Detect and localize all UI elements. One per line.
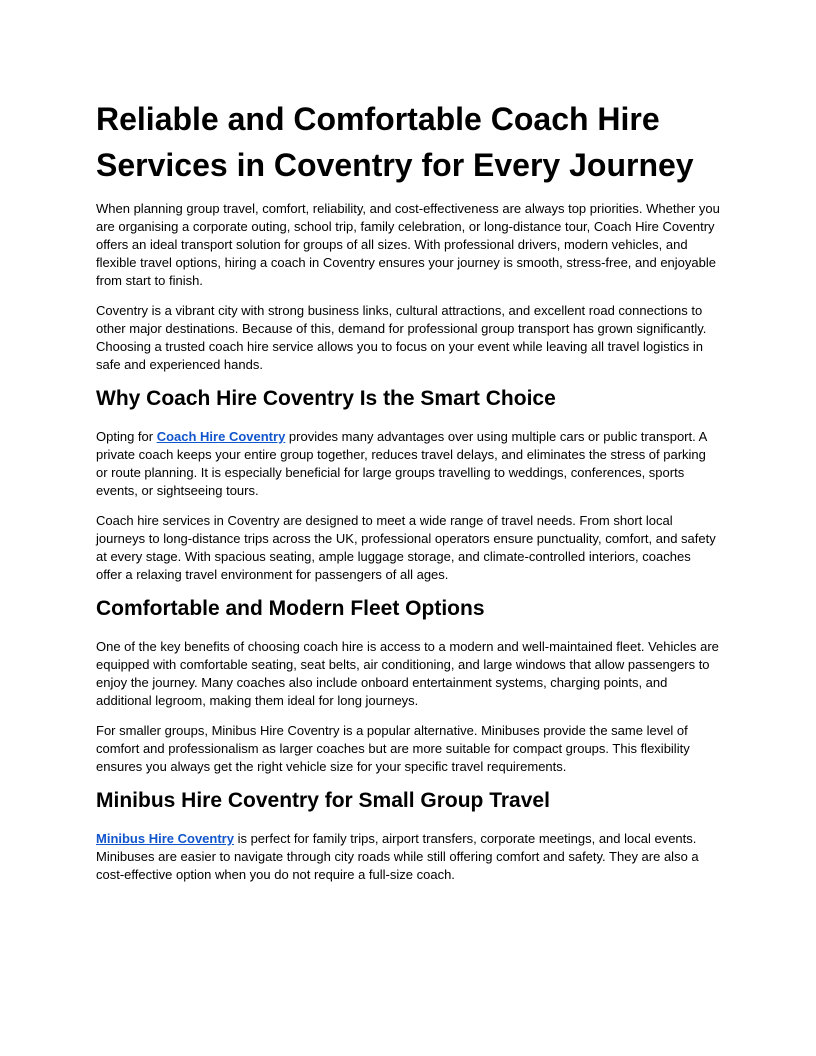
minibus-hire-coventry-link[interactable]: Minibus Hire Coventry (96, 831, 234, 846)
page-title: Reliable and Comfortable Coach Hire Services in Coventry for Every Journey (96, 101, 694, 183)
coach-hire-coventry-link[interactable]: Coach Hire Coventry (156, 429, 286, 444)
text-run: Opting for (96, 429, 157, 444)
intro-paragraph-2: Coventry is a vibrant city with strong business links, cultural attractions, and excellent road connections to other major destinations. Because of this, demand for professional group transport has grown significantly. Choosing a trusted coach hire service allows you to focus on your event while leaving all travel logistics in safe and experienced hands. (96, 303, 707, 372)
section-heading-fleet-options: Comfortable and Modern Fleet Options (96, 597, 485, 620)
minibus-paragraph-1 (96, 830, 720, 884)
fleet-paragraph-2: For smaller groups, Minibus Hire Coventry is a popular alternative. Minibuses provide the same level of comfort and professionalism as larger coaches but are more suitable for compact groups. This flexibility ensures you always get the right vehicle size for your specific travel requirements. (96, 723, 690, 774)
text-run: provides many advantages over using multiple cars or public transport. A private coach keeps your entire group together, reduces travel delays, and eliminates the stress of parking or route planning. It is especially beneficial for large groups travelling to weddings, conferences, sports events, or sightseeing tours. (96, 429, 707, 498)
intro-paragraph-1: When planning group travel, comfort, reliability, and cost-effectiveness are always top priorities. Whether you are organising a corporate outing, school trip, family celebration, or long-distance tour, Coach Hire Coventry offers an ideal transport solution for groups of all sizes. With professional drivers, modern vehicles, and flexible travel options, hiring a coach in Coventry ensures your journey is smooth, stress-free, and enjoyable from start to finish. (96, 201, 720, 288)
smart-choice-paragraph-1 (96, 428, 720, 500)
section-heading-minibus-hire: Minibus Hire Coventry for Small Group Travel (96, 789, 550, 812)
text-run: is perfect for family trips, airport transfers, corporate meetings, and local events. Minibuses are easier to navigate through city roads while still offering comfort and safety. They are also a cost-effective option when you do not require a full-size coach. (96, 831, 699, 882)
smart-choice-paragraph-2: Coach hire services in Coventry are designed to meet a wide range of travel needs. From short local journeys to long-distance trips across the UK, professional operators ensure punctuality, comfort, and safety at every stage. With spacious seating, ample luggage storage, and climate-controlled interiors, coaches offer a relaxing travel environment for passengers of all ages. (96, 513, 716, 582)
section-heading-smart-choice: Why Coach Hire Coventry Is the Smart Choice (96, 387, 556, 410)
fleet-paragraph-1: One of the key benefits of choosing coach hire is access to a modern and well-maintained fleet. Vehicles are equipped with comfortable seating, seat belts, air conditioning, and large windows that allow passengers to enjoy the journey. Many coaches also include onboard entertainment systems, charging points, and additional legroom, making them ideal for long journeys. (96, 639, 719, 708)
